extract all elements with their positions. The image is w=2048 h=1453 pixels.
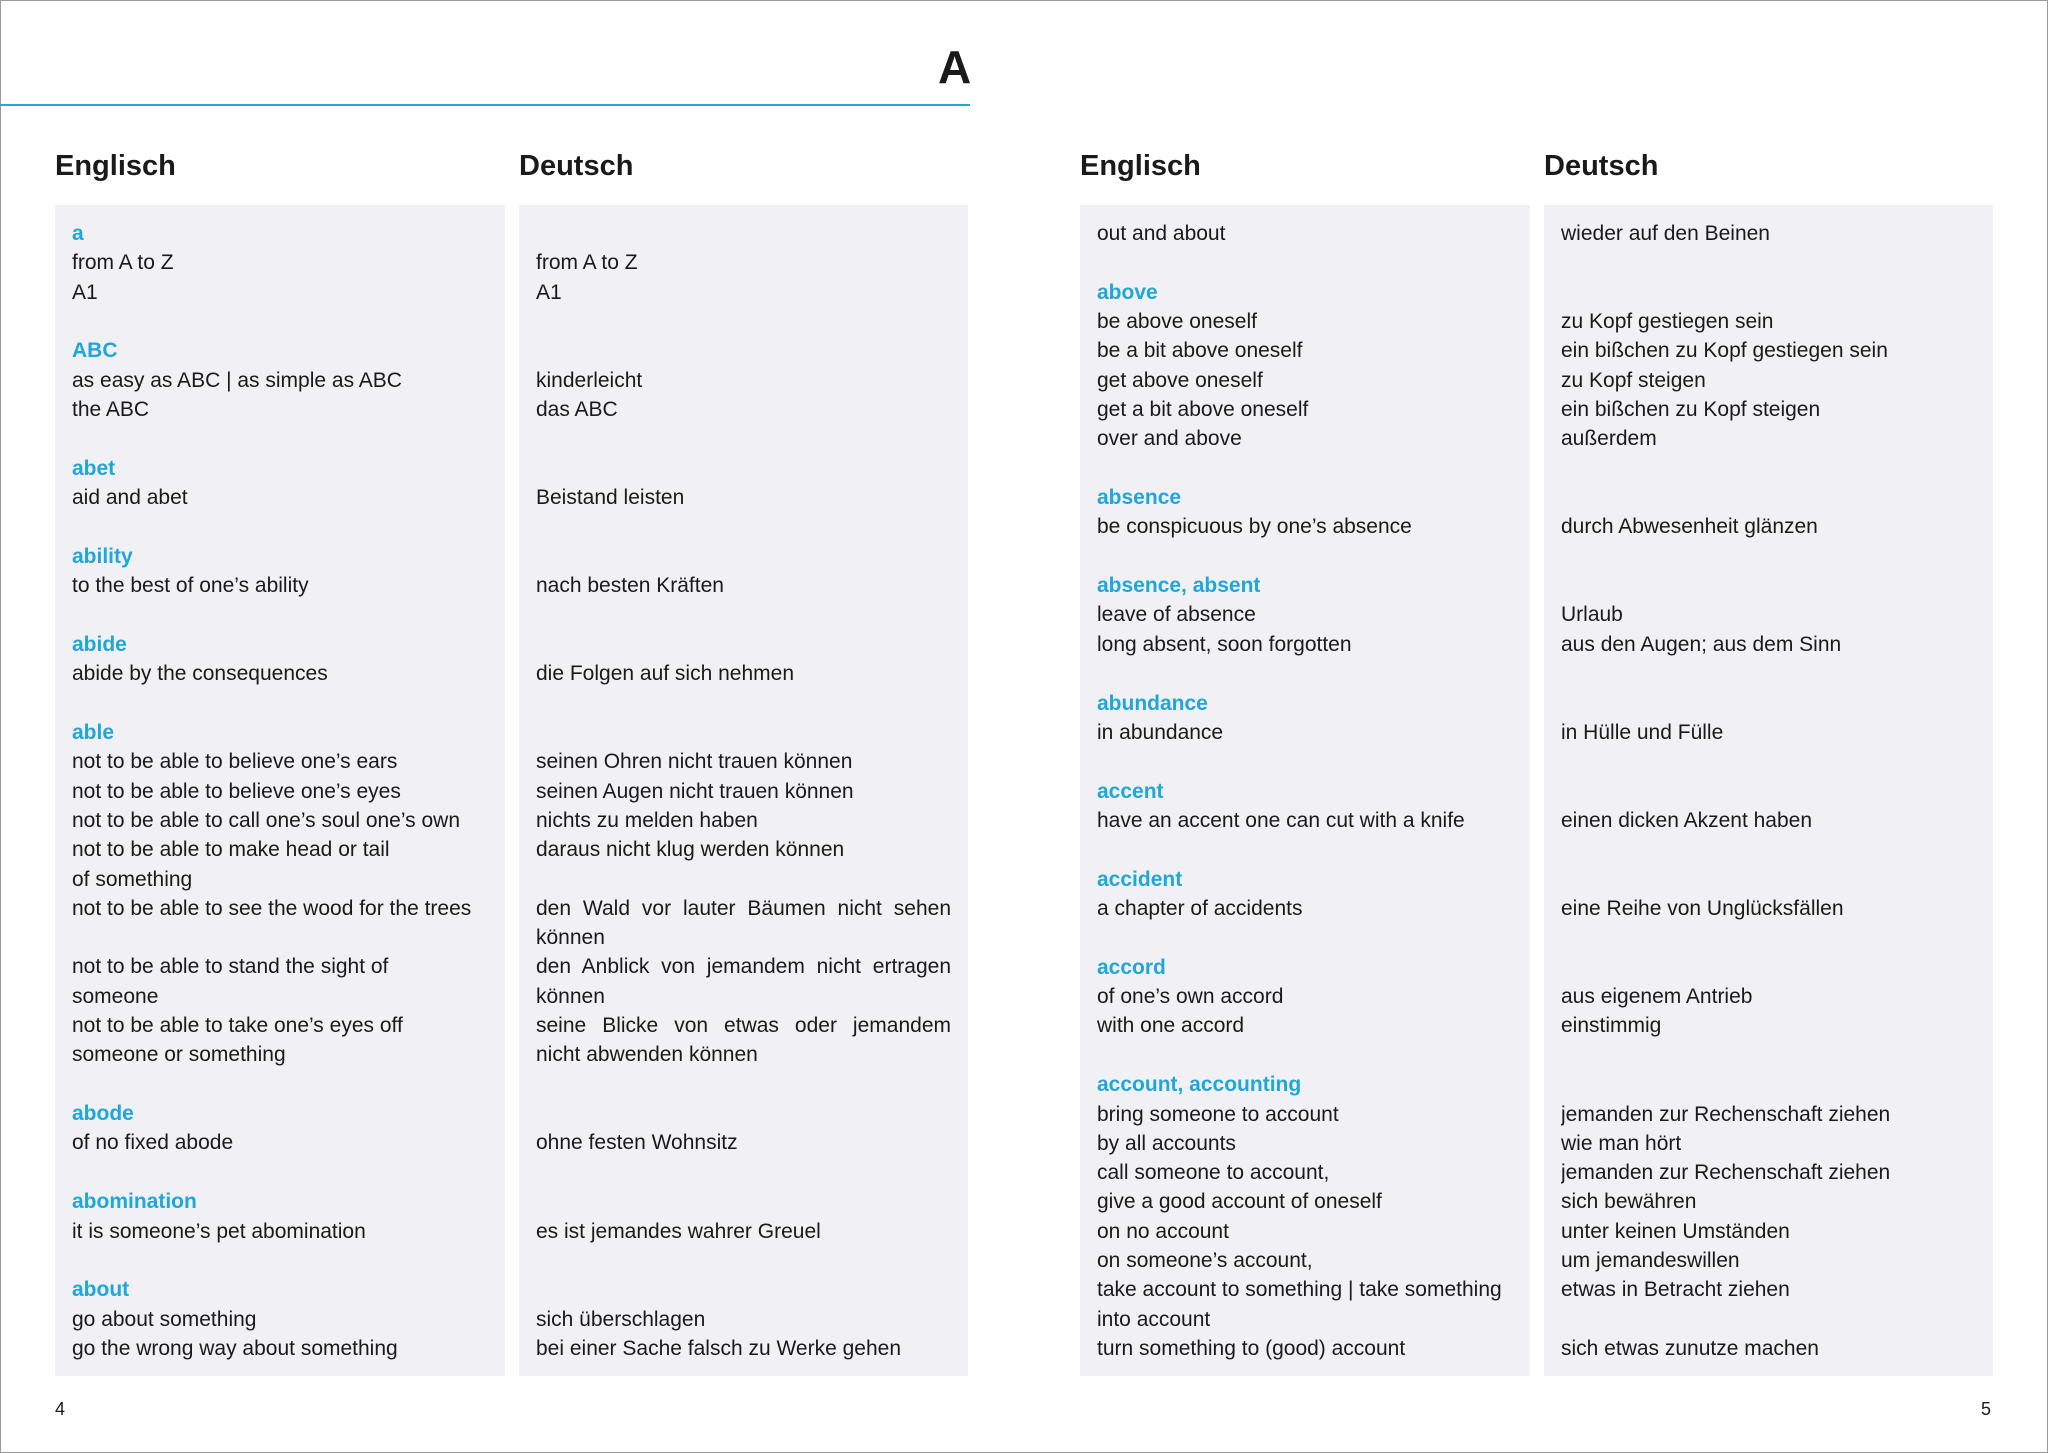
headword: able	[72, 721, 115, 745]
dictionary-entry	[1561, 953, 1976, 1041]
dictionary-entry	[1097, 219, 1513, 248]
dictionary-entry	[1097, 571, 1513, 659]
headword: a	[72, 222, 84, 245]
english-phrase: abide by the consequences	[72, 662, 328, 686]
german-translation	[536, 865, 951, 894]
german-translation	[536, 542, 951, 571]
german-translation: den Anblick von jemandem nicht ertragen	[536, 955, 951, 979]
german-translation: eine Reihe von Unglücksfällen	[1561, 897, 1844, 921]
english-phrase: be above oneself	[1097, 310, 1257, 334]
column-header-german-right: Deutsch	[1544, 150, 1659, 182]
dictionary-entry	[536, 630, 951, 689]
german-translation: ein bißchen zu Kopf gestiegen sein	[1561, 339, 1888, 363]
english-phrase: of something	[72, 867, 193, 891]
english-phrase: not to be able to take one’s eyes off	[72, 1014, 403, 1038]
english-phrase: get a bit above oneself	[1097, 397, 1309, 421]
german-translation: unter keinen Umständen	[1561, 1219, 1790, 1243]
dictionary-entry	[72, 630, 488, 689]
english-phrase: aid and abet	[72, 486, 188, 510]
german-translation: sich etwas zunutze machen	[1561, 1336, 1819, 1360]
dictionary-entry	[536, 1099, 951, 1158]
german-translation: das ABC	[536, 397, 618, 421]
english-phrase: with one accord	[1097, 1014, 1245, 1038]
german-translation: nach besten Kräften	[536, 574, 724, 598]
headword: absence	[1097, 486, 1182, 510]
german-translation: einen dicken Akzent haben	[1561, 808, 1813, 832]
english-phrase: give a good account of oneself	[1097, 1190, 1382, 1214]
dictionary-entry	[72, 542, 488, 601]
german-translation: können	[536, 926, 605, 950]
german-translation: sich überschlagen	[536, 1307, 706, 1331]
english-phrase: not to be able to stand the sight of	[72, 955, 389, 979]
german-translation	[536, 219, 951, 248]
headword: abundance	[1097, 691, 1208, 715]
german-translation: nicht abwenden können	[536, 1043, 758, 1067]
german-translation: wie man hört	[1561, 1131, 1682, 1155]
headword: above	[1097, 280, 1158, 304]
dictionary-entry	[1561, 483, 1976, 542]
english-phrase: not to be able to see the wood for the trees	[72, 896, 472, 920]
german-translation: seine Blicke von etwas oder jemandem	[536, 1014, 951, 1038]
dictionary-entry	[1097, 1070, 1513, 1363]
headword: abomination	[72, 1190, 197, 1214]
english-phrase: take account to something | take something	[1097, 1278, 1502, 1302]
german-translation: um jemandeswillen	[1561, 1249, 1740, 1273]
english-phrase: in abundance	[1097, 720, 1224, 744]
dictionary-entry	[1561, 219, 1976, 248]
german-translation: zu Kopf steigen	[1561, 368, 1706, 392]
german-translation	[536, 454, 951, 483]
dictionary-entry	[536, 336, 951, 424]
german-translation	[1561, 571, 1976, 600]
german-translation: außerdem	[1561, 427, 1657, 451]
dictionary-entry	[1561, 865, 1976, 924]
german-translation: können	[536, 984, 605, 1008]
german-translation	[536, 1187, 951, 1216]
german-translation	[1561, 278, 1976, 307]
english-phrase: long absent, soon forgotten	[1097, 632, 1352, 656]
english-phrase: from A to Z	[72, 251, 174, 275]
english-phrase: as easy as ABC | as simple as ABC	[72, 368, 402, 392]
dictionary-entry	[536, 1275, 951, 1363]
german-translation: jemanden zur Rechenschaft ziehen	[1561, 1102, 1891, 1126]
headword: ability	[72, 544, 133, 568]
german-translation: etwas in Betracht ziehen	[1561, 1278, 1790, 1302]
dictionary-entry	[536, 542, 951, 601]
dictionary-entry	[72, 1187, 488, 1246]
headword: abet	[72, 456, 116, 480]
english-phrase: it is someone’s pet abomination	[72, 1219, 366, 1243]
german-translation	[1561, 777, 1976, 806]
dictionary-entry	[1097, 278, 1513, 454]
english-phrase: go the wrong way about something	[72, 1336, 398, 1360]
english-phrase: not to be able to make head or tail	[72, 838, 390, 862]
dictionary-entry	[72, 219, 488, 307]
english-phrase: to the best of one’s ability	[72, 574, 309, 598]
dictionary-entry	[1097, 483, 1513, 542]
english-phrase: A1	[72, 280, 98, 304]
headword: accent	[1097, 779, 1164, 803]
german-translation: jemanden zur Rechenschaft ziehen	[1561, 1161, 1891, 1185]
german-translation: ein bißchen zu Kopf steigen	[1561, 397, 1821, 421]
english-phrase	[72, 923, 488, 952]
page-number-right: 5	[1981, 1399, 1992, 1419]
dictionary-entry	[72, 1275, 488, 1363]
german-translation	[536, 1099, 951, 1128]
section-rule	[0, 104, 970, 106]
english-phrase: a chapter of accidents	[1097, 897, 1303, 921]
german-translation: durch Abwesenheit glänzen	[1561, 515, 1818, 539]
german-column-left	[519, 205, 968, 1376]
german-translation	[536, 630, 951, 659]
english-phrase: turn something to (good) account	[1097, 1336, 1406, 1360]
english-phrase: call someone to account,	[1097, 1161, 1330, 1185]
english-phrase: the ABC	[72, 397, 150, 421]
dictionary-entry	[1097, 689, 1513, 748]
german-translation: ohne festen Wohnsitz	[536, 1131, 738, 1155]
german-translation	[536, 1275, 951, 1304]
german-translation	[536, 336, 951, 365]
english-phrase: someone or something	[72, 1043, 286, 1067]
english-phrase: be a bit above oneself	[1097, 339, 1303, 363]
dictionary-entry	[1561, 1070, 1976, 1363]
column-header-english-left: Englisch	[55, 150, 176, 182]
english-phrase: have an accent one can cut with a knife	[1097, 808, 1465, 832]
english-phrase: over and above	[1097, 427, 1242, 451]
german-translation: Urlaub	[1561, 603, 1623, 627]
german-translation	[1561, 483, 1976, 512]
dictionary-entry	[1097, 865, 1513, 924]
dictionary-entry	[1097, 953, 1513, 1041]
dictionary-entry	[1561, 571, 1976, 659]
german-translation: bei einer Sache falsch zu Werke gehen	[536, 1336, 901, 1360]
german-translation	[1561, 689, 1976, 718]
english-phrase: on someone’s account,	[1097, 1249, 1313, 1273]
dictionary-entry	[72, 718, 488, 1070]
dictionary-entry	[1561, 777, 1976, 836]
german-translation	[1561, 865, 1976, 894]
column-header-english-right: Englisch	[1080, 150, 1201, 182]
german-translation: nichts zu melden haben	[536, 808, 758, 832]
english-phrase: on no account	[1097, 1219, 1229, 1243]
english-phrase: bring someone to account	[1097, 1102, 1339, 1126]
english-column-right	[1080, 205, 1530, 1376]
headword: accord	[1097, 955, 1166, 979]
english-phrase: out and about	[1097, 222, 1226, 245]
headword: ABC	[72, 339, 118, 363]
dictionary-entry	[72, 454, 488, 513]
english-phrase: of no fixed abode	[72, 1131, 234, 1155]
page-number-left: 4	[55, 1399, 66, 1419]
english-phrase: not to be able to believe one’s ears	[72, 750, 398, 774]
german-translation: A1	[536, 280, 562, 304]
english-phrase: be conspicuous by one’s absence	[1097, 515, 1412, 539]
german-translation: in Hülle und Fülle	[1561, 720, 1724, 744]
german-translation: aus den Augen; aus dem Sinn	[1561, 632, 1842, 656]
english-phrase: someone	[72, 984, 159, 1008]
english-phrase: get above oneself	[1097, 368, 1263, 392]
german-translation: kinderleicht	[536, 368, 643, 392]
headword: abode	[72, 1102, 134, 1126]
english-phrase: not to be able to believe one’s eyes	[72, 779, 401, 803]
english-phrase: into account	[1097, 1307, 1211, 1331]
dictionary-entry	[1097, 777, 1513, 836]
german-translation: Beistand leisten	[536, 486, 685, 510]
german-translation: seinen Ohren nicht trauen können	[536, 750, 853, 774]
german-translation: zu Kopf gestiegen sein	[1561, 310, 1774, 334]
english-column-left	[55, 205, 505, 1376]
dictionary-entry	[536, 718, 951, 1070]
german-translation	[1561, 953, 1976, 982]
english-phrase: by all accounts	[1097, 1131, 1236, 1155]
section-letter: A	[938, 41, 972, 93]
english-phrase: not to be able to call one’s soul one’s own	[72, 808, 460, 832]
english-phrase: go about something	[72, 1307, 257, 1331]
dictionary-entry	[536, 219, 951, 307]
dictionary-entry	[536, 1187, 951, 1246]
german-translation	[536, 718, 951, 747]
german-translation: wieder auf den Beinen	[1561, 222, 1770, 245]
column-header-german-left: Deutsch	[519, 150, 634, 182]
german-translation: seinen Augen nicht trauen können	[536, 779, 854, 803]
dictionary-entry	[536, 454, 951, 513]
dictionary-entry	[72, 336, 488, 424]
german-translation	[1561, 1070, 1976, 1099]
headword: accident	[1097, 867, 1183, 891]
german-translation: die Folgen auf sich nehmen	[536, 662, 794, 686]
german-translation: einstimmig	[1561, 1014, 1662, 1038]
headword: about	[72, 1278, 130, 1302]
dictionary-entry	[1561, 278, 1976, 454]
headword: absence, absent	[1097, 574, 1261, 598]
dictionary-entry	[72, 1099, 488, 1158]
english-phrase: of one’s own accord	[1097, 985, 1284, 1009]
dictionary-entry	[1561, 689, 1976, 748]
german-translation: es ist jemandes wahrer Greuel	[536, 1219, 821, 1243]
german-translation	[1561, 1305, 1976, 1334]
english-phrase: leave of absence	[1097, 603, 1256, 627]
german-column-right	[1544, 205, 1993, 1376]
headword: account, accounting	[1097, 1073, 1302, 1097]
german-translation: sich bewähren	[1561, 1190, 1697, 1214]
german-translation: daraus nicht klug werden können	[536, 838, 845, 862]
german-translation: from A to Z	[536, 251, 638, 275]
german-translation: aus eigenem Antrieb	[1561, 985, 1753, 1009]
german-translation: den Wald vor lauter Bäumen nicht sehen	[536, 896, 951, 920]
headword: abide	[72, 632, 127, 656]
